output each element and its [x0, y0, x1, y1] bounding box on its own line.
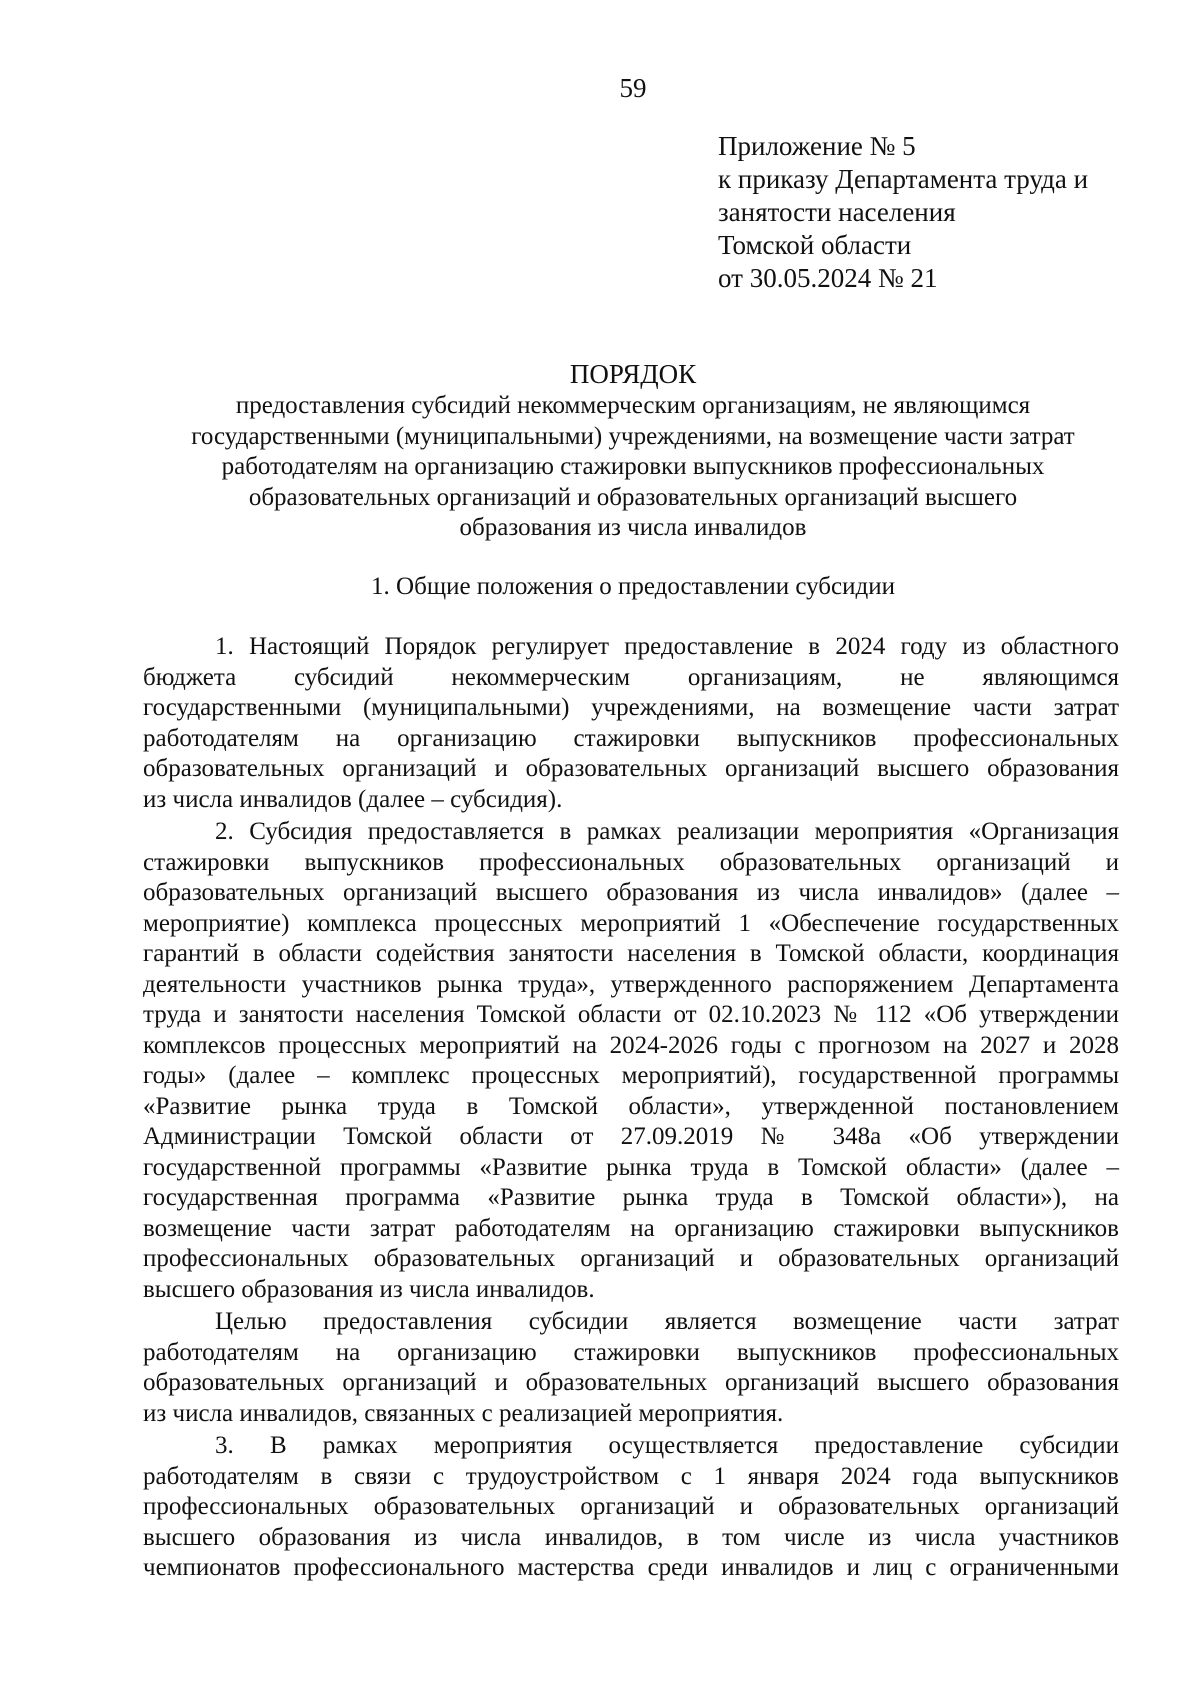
paragraph-line: 2. Субсидия предоставляется в рамках реализации мероприятия «Организация [215, 818, 1119, 845]
paragraph-line: высшего образования из числа инвалидов, в том числе из числа участников [143, 1523, 1119, 1551]
paragraph-line: мероприятие) комплекса процессных мероприятий 1 «Обеспечение государственных [143, 909, 1119, 937]
subtitle-line: государственными (муниципальными) учреждениями, на возмещение части затрат [191, 422, 1075, 450]
paragraph-line: годы» (далее – комплекс процессных мероприятий), государственной программы [143, 1062, 1119, 1089]
paragraph-line: работодателям на организацию стажировки выпускников профессиональных [143, 724, 1119, 752]
appendix-line: к приказу Департамента труда и [718, 164, 1089, 194]
paragraph-line: труда и занятости населения Томской области от 02.10.2023 № 112 «Об утверждении [143, 1001, 1119, 1028]
subtitle-line: работодателям на организацию стажировки выпускников профессиональных [221, 453, 1045, 480]
paragraph-line: профессиональных образовательных организаций и образовательных организаций [143, 1493, 1119, 1520]
paragraph-line: государственными (муниципальными) учреждениями, на возмещение части затрат [143, 694, 1119, 721]
paragraph-line: государственной программы «Развитие рынка труда в Томской области» (далее – [143, 1153, 1119, 1181]
paragraph-line: возмещение части затрат работодателям на организацию стажировки выпускников [143, 1214, 1119, 1242]
paragraph-line: деятельности участников рынка труда», утвержденного распоряжением Департамента [143, 970, 1119, 998]
paragraph-line: работодателям в связи с трудоустройством с 1 января 2024 года выпускников [143, 1462, 1119, 1490]
paragraph-line: стажировки выпускников профессиональных образовательных организаций и [143, 848, 1119, 876]
paragraph-line: «Развитие рынка труда в Томской области», утвержденной постановлением [143, 1092, 1119, 1120]
paragraph-line: комплексов процессных мероприятий на 2024-2026 годы с прогнозом на 2027 и 2028 [143, 1031, 1119, 1059]
document-subtitle [120, 391, 1146, 544]
paragraph-line: государственная программа «Развитие рынка труда в Томской области»), на [143, 1184, 1119, 1211]
paragraph-line: чемпионатов профессионального мастерства среди инвалидов и лиц с ограниченными [143, 1554, 1119, 1581]
section-heading: 1. Общие положения о предоставлении субсидии [371, 573, 895, 600]
appendix-block [718, 130, 1178, 295]
body-text [143, 632, 1119, 1586]
paragraph [143, 817, 1119, 1305]
appendix-line: Томской области [718, 230, 912, 260]
paragraph-line: из числа инвалидов, связанных с реализацией мероприятия. [143, 1399, 784, 1427]
appendix-line: занятости населения [718, 197, 956, 227]
appendix-line: от 30.05.2024 № 21 [718, 263, 938, 293]
paragraph [143, 1431, 1119, 1584]
subtitle-line: образовательных организаций и образовательных организаций высшего [248, 483, 1018, 511]
paragraph-line: гарантий в области содействия занятости населения в Томской области, координация [143, 940, 1119, 967]
subtitle-line: предоставления субсидий некоммерческим организациям, не являющимся [235, 392, 1031, 419]
paragraph-line: 1. Настоящий Порядок регулирует предоставление в 2024 году из областного [215, 633, 1119, 660]
paragraph-line: Администрации Томской области от 27.09.2019 № 348а «Об утверждении [143, 1123, 1119, 1150]
title-block [120, 357, 1146, 544]
page-number: 59 [619, 73, 647, 103]
paragraph-line: образовательных организаций высшего образования из числа инвалидов» (далее – [143, 879, 1119, 906]
paragraph [143, 632, 1119, 815]
paragraph-line: Целью предоставления субсидии является возмещение части затрат [215, 1308, 1119, 1335]
appendix-line: Приложение № 5 [718, 131, 916, 161]
paragraph-line: образовательных организаций и образовательных организаций высшего образования [143, 1369, 1119, 1396]
paragraph-line: работодателям на организацию стажировки выпускников профессиональных [143, 1338, 1119, 1366]
paragraph-line: профессиональных образовательных организаций и образовательных организаций [143, 1245, 1119, 1272]
paragraph [143, 1307, 1119, 1429]
paragraph-line: образовательных организаций и образовательных организаций высшего образования [143, 755, 1119, 782]
subtitle-line: образования из числа инвалидов [459, 514, 807, 541]
paragraph-line: бюджета субсидий некоммерческим организациям, не являющимся [143, 663, 1119, 691]
document-title: ПОРЯДОК [569, 359, 697, 389]
paragraph-line: высшего образования из числа инвалидов. [143, 1275, 595, 1303]
paragraph-line: из числа инвалидов (далее – субсидия). [143, 785, 563, 813]
paragraph-line: 3. В рамках мероприятия осуществляется предоставление субсидии [215, 1432, 1119, 1459]
